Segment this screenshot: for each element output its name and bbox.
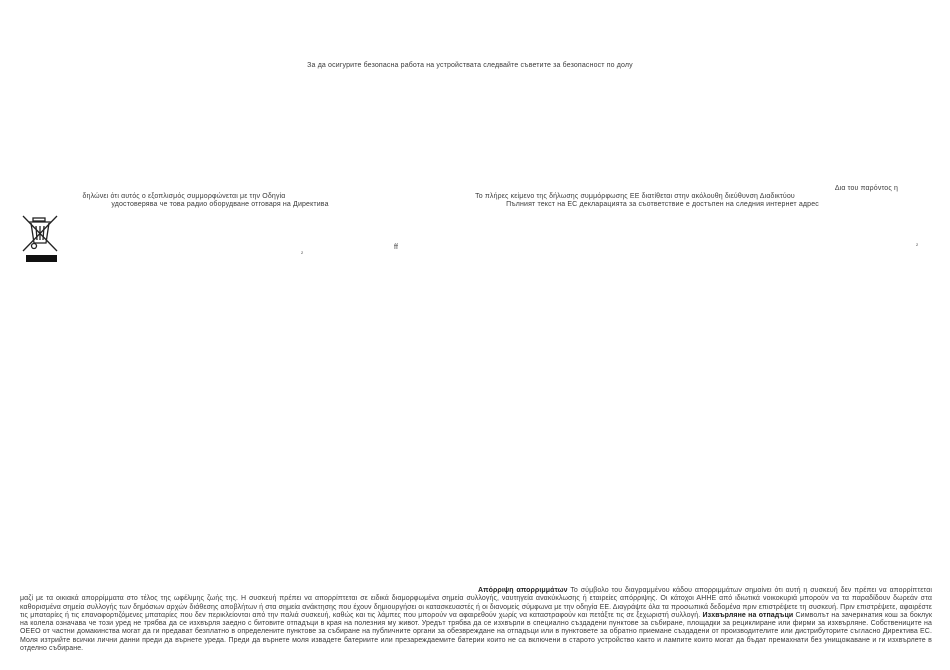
declaration-bg-directive: удостоверява че това радио оборудване отговаря на Директива <box>111 201 329 208</box>
disposal-paragraph <box>20 587 932 653</box>
disposal-bg-heading: Изхвърляне на отпадъци <box>702 611 794 619</box>
superscript-mark: 2 <box>916 242 919 247</box>
declaration-gr-directive: δηλώνει ότι αυτός ο εξοπλισμός συμμορφώνεται με την Οδηγία <box>82 193 286 200</box>
declaration-gr-full-text: Το πλήρες κείμενο της δήλωσης συμμόρφωσης ΕΕ διατίθεται στην ακόλουθη διεύθυνση Διαδικτύου <box>475 193 795 200</box>
superscript-mark: 2 <box>301 250 304 255</box>
declaration-bg-full-text: Пълният текст на ЕС декларацията за съответствие е достъпен на следния интернет адрес <box>506 201 819 208</box>
disposal-gr-heading: Απόρριψη απορριμμάτων <box>478 587 568 594</box>
declaration-gr-intro: Δια του παρόντος η <box>834 185 898 192</box>
disposal-bg-text: Символът на зачеркнатия кош за боклук на колела означава че този уред не трябва да се изхвърля заедно с битовите отпадъци в края на полезния му живот. Уредът трябва да се изхвърли в специално създадени пунктове за събиране, площадки за рециклиране или фирми за изхвърляне. Собствениците на ОЕЕО от частни домакинства могат да ги предават безплатно в определените пунктове за събиране на публичните органи за обезвреждане на отпадъци или в пунктовете за обратно приемане създадени от производителите или дистрибуторите съгласно Директива <box>20 611 933 636</box>
disposal-gr-text-2: ΕΕ. Διαγράψτε όλα τα προσωπικά δεδομένα πριν επιστρέψετε τη συσκευή. Πριν επιστρέψετε, αφαιρέστε τις μπαταρίες ή τις επαναφορτιζόμενες μπαταρίες που δεν περικλείονται από την παλιά συσκευή, καθώς και τις λάμπες που μπορούν να αφαιρεθούν χωρίς να καταστραφούν και πετάξτε τις σε ξεχωριστή συλλογή. <box>20 603 933 619</box>
safety-notice: За да осигурите безопасна работа на устройствата следвайте съветите за безопасност по долу <box>307 62 633 69</box>
weee-black-bar <box>26 255 57 262</box>
disposal-gr-text: Το σύμβολο του διαγραμμένου κάδου απορριμμάτων σημαίνει ότι αυτή η συσκευή δεν πρέπει να απορρίπτεται μαζί με τα οικιακά απορρίμματα στο τέλος της ωφέλιμης ζωής της. Η συσκευή πρέπει να απορρίπτεται σε ειδικά διαμορφωμένα σημεία συλλογής, ναυτηγεία ανακύκλωσης ή εταιρείες απόρριψης. Οι κάτοχοι ΑΗΗΕ από ιδιωτικά νοικοκυριά μπορούν να τα παραδίδουν δωρεάν στα καθορισμένα σημεία συλλογής των δημόσιων αρχών διάθεσης αποβλήτων ή στα σημεία ανάκτησης που έχουν δημιουργήσει οι κατασκευαστές ή οι διανομείς σύμφωνα με την οδηγία <box>20 587 932 611</box>
disposal-bg-text-2: ЕС. Моля изтрийте всички лични данни преди да върнете уреда. Преди да върнете моля извадете батериите или презареждаемите батерии които не са включени в старото устройство както и лампите които могат да бъдат премахнати без унищожаване и ги изхвърлете в отделно събиране. <box>20 628 933 653</box>
ligature-fragment: ff <box>394 244 399 251</box>
crossed-out-wheelie-bin-icon <box>20 213 60 263</box>
